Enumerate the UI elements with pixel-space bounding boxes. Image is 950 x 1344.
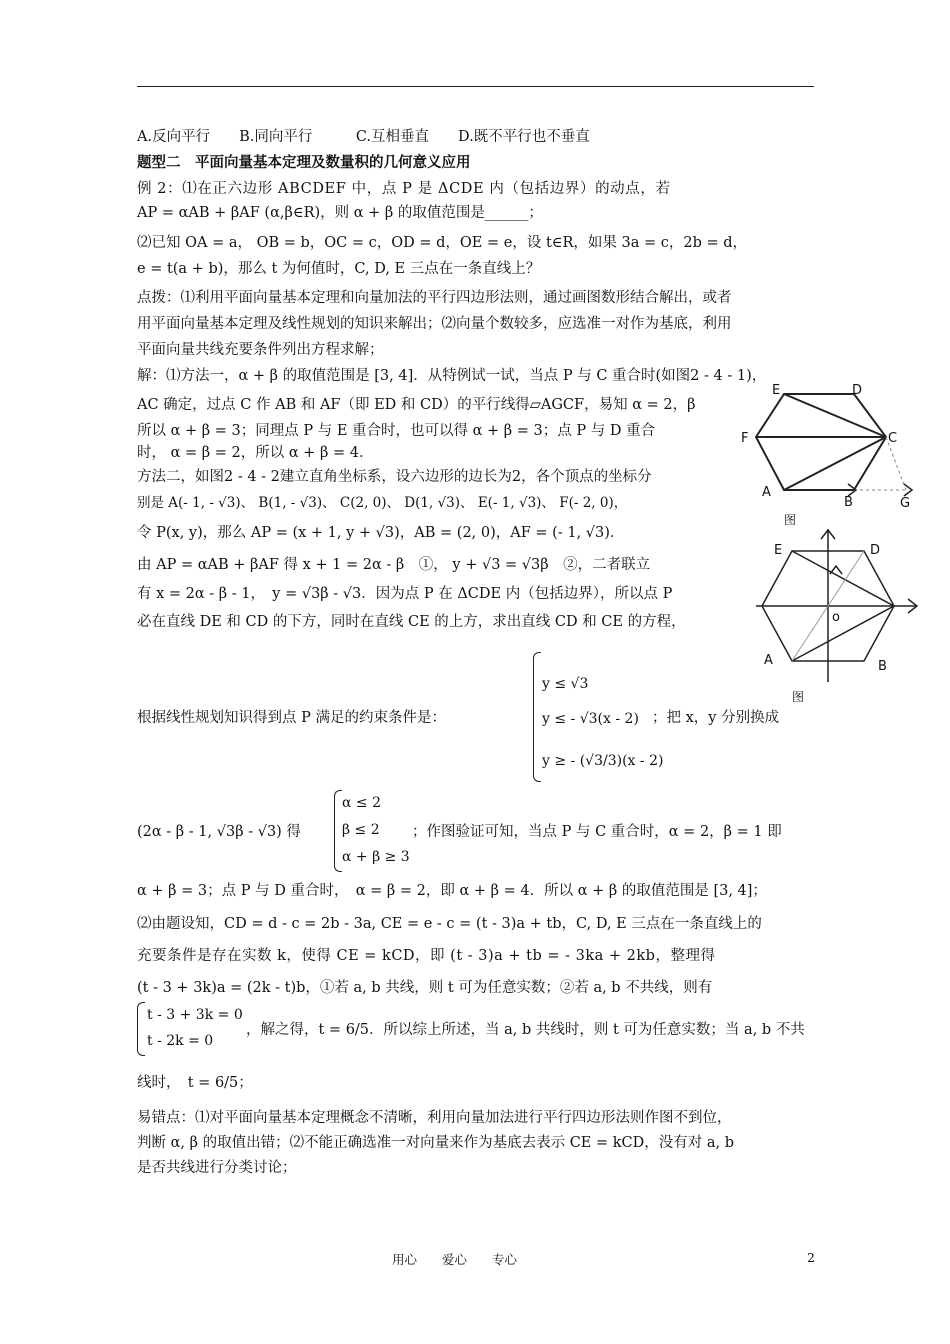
figure-2-caption: 图 xyxy=(792,690,805,704)
hexagon-figure-1 xyxy=(736,380,926,530)
solution-line: 有 x = 2α - β - 1， y = √3β - √3．因为点 P 在 ΔCDE 内（包括边界），所以点 P xyxy=(137,586,673,602)
label-B: B xyxy=(878,659,887,674)
label-E: E xyxy=(774,543,783,558)
solution-line-tail: ；作图验证可知，当点 P 与 C 重合时，α = 2，β = 1 即 xyxy=(412,824,782,840)
solution-line: 方法二，如图2 - 4 - 2建立直角坐标系，设六边形的边长为2，各个顶点的坐标分 xyxy=(137,469,652,485)
example-line: AP = αAB + βAF (α,β∈R)，则 α + β 的取值范围是______； xyxy=(137,205,543,221)
equation-1: t - 3 + 3k = 0 xyxy=(147,1007,243,1023)
label-origin: o xyxy=(832,610,840,625)
label-D: D xyxy=(870,543,881,558)
system-brace xyxy=(137,1002,145,1056)
solution-line: 根据线性规划知识得到点 P 满足的约束条件是： xyxy=(137,710,446,726)
hint-line: 点拨：⑴利用平面向量基本定理和向量加法的平行四边形法则，通过画图数形结合解出，或者 xyxy=(137,290,732,306)
solution-line: 所以 α + β = 3；同理点 P 与 E 重合时，也可以得 α + β = 3；点 P 与 D 重合 xyxy=(137,423,656,439)
choice-options: A.反向平行 B.同向平行 C.互相垂直 D.既不平行也不垂直 xyxy=(137,129,590,145)
page-number: 2 xyxy=(807,1250,815,1265)
solution-line: 解：⑴方法一，α + β 的取值范围是 [3, 4]．从特例试一试，当点 P 与 C 重合时(如图2 - 4 - 1)， xyxy=(137,368,767,384)
pitfall-line: 易错点：⑴对平面向量基本定理概念不清晰，利用向量加法进行平行四边形法则作图不到位， xyxy=(137,1110,732,1126)
solution-line: α + β = 3；点 P 与 D 重合时， α = β = 2，即 α + β = 4．所以 α + β 的取值范围是 [3, 4]； xyxy=(137,883,767,899)
condition-3: α + β ≥ 3 xyxy=(342,849,410,865)
solution-line-tail: ；把 x，y 分别换成 xyxy=(652,710,780,726)
pitfall-line: 判断 α, β 的取值出错；⑵不能正确选准一对向量来作为基底去表示 CE = kCD，没有对 a, b xyxy=(137,1135,735,1151)
solution-line: (2α - β - 1, √3β - √3) 得 xyxy=(137,824,301,840)
header-rule xyxy=(137,86,814,87)
section-heading: 题型二 平面向量基本定理及数量积的几何意义应用 xyxy=(137,154,471,171)
equation-2: t - 2k = 0 xyxy=(147,1033,214,1049)
condition-2: β ≤ 2 xyxy=(342,822,380,838)
solution-line: (t - 3 + 3k)a = (2k - t)b，①若 a, b 共线，则 t 可为任意实数；②若 a, b 不共线，则有 xyxy=(137,980,713,996)
example-line: 例 2：⑴在正六边形 ABCDEF 中，点 P 是 ΔCDE 内（包括边界）的动点，若 xyxy=(137,181,671,197)
label-G: G xyxy=(900,496,911,511)
example-line: e = t(a + b)，那么 t 为何值时，C, D, E 三点在一条直线上？ xyxy=(137,261,541,277)
solution-line: ，解之得，t = 6/5．所以综上所述，当 a, b 共线时，则 t 可为任意实数；当 a, b 不共 xyxy=(246,1022,805,1038)
solution-line: ⑵由题设知，CD = d - c = 2b - 3a, CE = e - c = (t - 3)a + tb，C, D, E 三点在一条直线上的 xyxy=(137,916,762,932)
solution-line: 时， α = β = 2，所以 α + β = 4． xyxy=(137,445,374,461)
label-A: A xyxy=(762,485,771,500)
system-brace xyxy=(334,790,342,872)
constraint-1: y ≤ √3 xyxy=(542,676,589,692)
figure-1-caption: 图 xyxy=(784,513,797,527)
constraint-2: y ≤ - √3(x - 2) xyxy=(542,711,639,727)
solution-line: 线时， t = 6/5； xyxy=(137,1075,253,1091)
system-brace xyxy=(533,652,541,782)
pitfall-line: 是否共线进行分类讨论； xyxy=(137,1160,297,1176)
label-A: A xyxy=(764,653,773,668)
label-B: B xyxy=(844,495,853,510)
solution-line: 充要条件是存在实数 k，使得 CE = kCD，即 (t - 3)a + tb = - 3ka + 2kb，整理得 xyxy=(137,948,716,964)
example-line: ⑵已知 OA = a， OB = b，OC = c，OD = d，OE = e，设 t∈R，如果 3a = c，2b = d， xyxy=(137,235,748,251)
label-F: F xyxy=(741,431,749,446)
hexagon-figure-2 xyxy=(756,524,926,684)
label-E: E xyxy=(772,383,781,398)
label-D: D xyxy=(852,383,863,398)
constraint-3: y ≥ - (√3/3)(x - 2) xyxy=(542,753,664,769)
solution-line: 令 P(x, y)，那么 AP = (x + 1, y + √3)，AB = (2, 0)，AF = (- 1, √3)． xyxy=(137,525,625,541)
footer-motto: 用心 爱心 专心 xyxy=(392,1252,518,1267)
solution-line: 别是 A(- 1, - √3)、 B(1, - √3)、 C(2, 0)、 D(1, √3)、 E(- 1, √3)、 F(- 2, 0)， xyxy=(137,495,628,511)
condition-1: α ≤ 2 xyxy=(342,795,381,811)
solution-line: 由 AP = αAB + βAF 得 x + 1 = 2α - β ①， y + √3 = √3β ②，二者联立 xyxy=(137,557,651,573)
solution-line: 必在直线 DE 和 CD 的下方，同时在直线 CE 的上方，求出直线 CD 和 CE 的方程， xyxy=(137,614,686,630)
hint-line: 用平面向量基本定理及线性规划的知识来解出；⑵向量个数较多，应选准一对作为基底，利用 xyxy=(137,316,732,332)
hint-line: 平面向量共线充要条件列出方程求解； xyxy=(137,342,384,358)
label-C: C xyxy=(888,431,898,446)
solution-line: AC 确定，过点 C 作 AB 和 AF（即 ED 和 CD）的平行线得▱AGCF，易知 α = 2，β xyxy=(137,397,696,413)
